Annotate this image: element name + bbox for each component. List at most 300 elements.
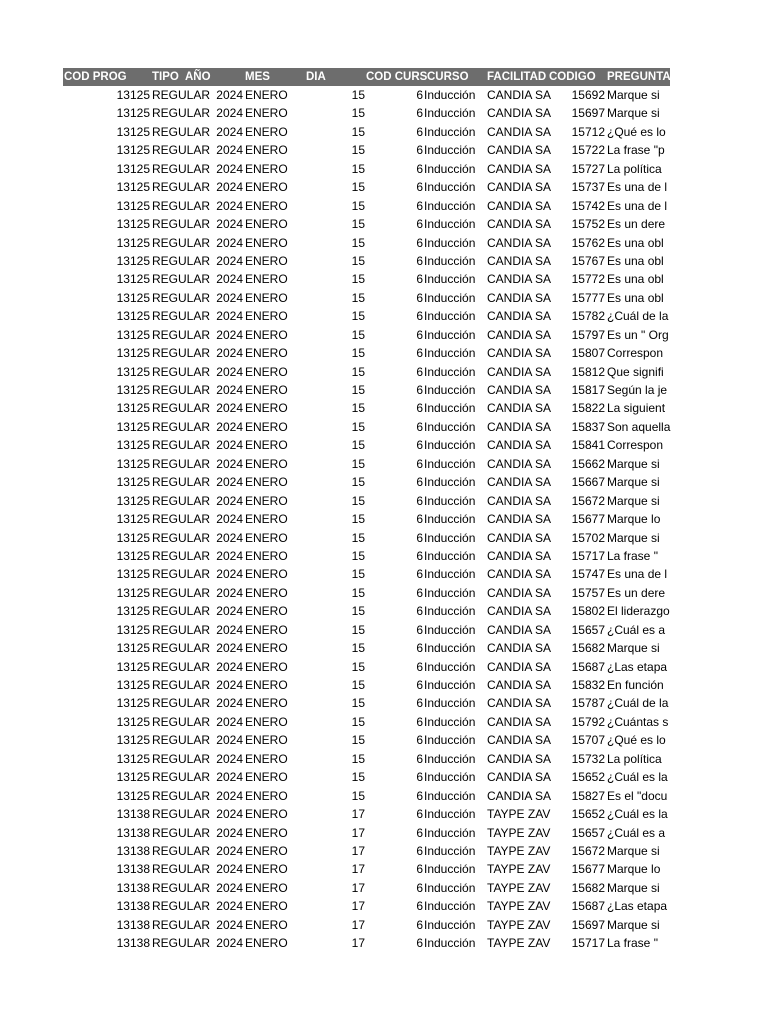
cell-cod-curs[interactable]: 6 — [416, 217, 423, 232]
cell-mes[interactable]: ENERO — [245, 143, 288, 158]
cell-mes[interactable]: ENERO — [245, 272, 288, 287]
cell-curso[interactable]: Inducción — [424, 383, 476, 397]
cell-anio[interactable]: 2024 — [216, 161, 243, 176]
cell-facilitador[interactable]: CANDIA SA — [487, 401, 552, 416]
cell-anio[interactable]: 2024 — [216, 327, 243, 342]
cell-codigo[interactable]: 15682 — [571, 641, 605, 656]
cell-cod-prog[interactable]: 13138 — [116, 880, 150, 895]
cell-cod-prog[interactable]: 13125 — [116, 217, 150, 232]
cell-cod-prog[interactable]: 13125 — [116, 622, 150, 637]
cell-pregunta[interactable]: Marque lo — [607, 512, 661, 527]
cell-codigo[interactable]: 15757 — [571, 585, 605, 600]
cell-curso[interactable]: Inducción — [424, 604, 476, 619]
cell-tipo[interactable]: REGULAR — [152, 180, 211, 195]
cell-anio[interactable]: 2024 — [216, 807, 243, 822]
cell-facilitador[interactable]: CANDIA SA — [487, 659, 552, 674]
cell-codigo[interactable]: 15837 — [571, 419, 605, 434]
cell-mes[interactable]: ENERO — [245, 714, 288, 729]
header-anio[interactable]: AÑO — [185, 71, 211, 83]
cell-anio[interactable]: 2024 — [216, 917, 243, 932]
cell-curso[interactable]: Inducción — [424, 659, 476, 674]
cell-pregunta[interactable]: En función — [607, 678, 664, 692]
cell-curso[interactable]: Inducción — [424, 880, 476, 895]
cell-pregunta[interactable]: ¿Las etapa — [607, 659, 668, 674]
cell-curso[interactable]: Inducción — [424, 530, 476, 545]
cell-anio[interactable]: 2024 — [216, 346, 243, 361]
cell-facilitador[interactable]: CANDIA SA — [487, 770, 552, 785]
cell-mes[interactable]: ENERO — [245, 659, 288, 674]
cell-cod-prog[interactable]: 13125 — [116, 456, 150, 471]
cell-tipo[interactable]: REGULAR — [152, 512, 211, 527]
cell-facilitador[interactable]: TAYPE ZAV — [487, 936, 551, 951]
cell-mes[interactable]: ENERO — [245, 843, 288, 858]
cell-cod-prog[interactable]: 13138 — [116, 936, 150, 951]
cell-tipo[interactable]: REGULAR — [152, 880, 211, 895]
cell-dia[interactable]: 17 — [351, 880, 365, 895]
cell-anio[interactable]: 2024 — [216, 143, 243, 158]
cell-codigo[interactable]: 15692 — [571, 88, 605, 102]
cell-codigo[interactable]: 15742 — [571, 198, 605, 213]
cell-cod-prog[interactable]: 13138 — [116, 917, 150, 932]
cell-anio[interactable]: 2024 — [216, 401, 243, 416]
cell-curso[interactable]: Inducción — [424, 770, 476, 785]
cell-tipo[interactable]: REGULAR — [152, 290, 211, 305]
cell-anio[interactable]: 2024 — [216, 788, 243, 803]
header-facilitador[interactable]: FACILITAD — [487, 71, 547, 83]
cell-codigo[interactable]: 15797 — [571, 327, 605, 342]
cell-curso[interactable]: Inducción — [424, 235, 476, 250]
cell-cod-prog[interactable]: 13125 — [116, 512, 150, 527]
cell-facilitador[interactable]: CANDIA SA — [487, 696, 552, 711]
cell-anio[interactable]: 2024 — [216, 659, 243, 674]
cell-tipo[interactable]: REGULAR — [152, 272, 211, 287]
cell-cod-curs[interactable]: 6 — [416, 585, 423, 600]
cell-curso[interactable]: Inducción — [424, 346, 476, 361]
cell-cod-curs[interactable]: 6 — [416, 493, 423, 508]
cell-tipo[interactable]: REGULAR — [152, 862, 211, 877]
cell-anio[interactable]: 2024 — [216, 290, 243, 305]
cell-pregunta[interactable]: Es una de l — [607, 198, 668, 213]
cell-cod-prog[interactable]: 13125 — [116, 604, 150, 619]
cell-cod-curs[interactable]: 6 — [416, 548, 423, 563]
cell-facilitador[interactable]: CANDIA SA — [487, 567, 552, 582]
cell-curso[interactable]: Inducción — [424, 936, 476, 951]
cell-pregunta[interactable]: ¿Cuál de la — [607, 696, 669, 711]
cell-dia[interactable]: 15 — [351, 696, 365, 711]
cell-cod-prog[interactable]: 13125 — [116, 290, 150, 305]
cell-cod-curs[interactable]: 6 — [416, 180, 423, 195]
cell-tipo[interactable]: REGULAR — [152, 843, 211, 858]
cell-codigo[interactable]: 15767 — [571, 253, 605, 268]
cell-cod-curs[interactable]: 6 — [416, 346, 423, 361]
cell-dia[interactable]: 15 — [351, 493, 365, 508]
cell-cod-curs[interactable]: 6 — [416, 604, 423, 619]
cell-codigo[interactable]: 15687 — [571, 659, 605, 674]
cell-facilitador[interactable]: TAYPE ZAV — [487, 807, 551, 822]
cell-cod-curs[interactable]: 6 — [416, 88, 423, 102]
cell-anio[interactable]: 2024 — [216, 493, 243, 508]
cell-pregunta[interactable]: Es una de l — [607, 180, 668, 195]
cell-anio[interactable]: 2024 — [216, 567, 243, 582]
cell-cod-prog[interactable]: 13125 — [116, 272, 150, 287]
cell-tipo[interactable]: REGULAR — [152, 309, 211, 324]
cell-curso[interactable]: Inducción — [424, 567, 476, 582]
cell-curso[interactable]: Inducción — [424, 825, 476, 840]
cell-mes[interactable]: ENERO — [245, 364, 288, 379]
cell-tipo[interactable]: REGULAR — [152, 106, 211, 121]
cell-mes[interactable]: ENERO — [245, 419, 288, 434]
cell-cod-prog[interactable]: 13138 — [116, 807, 150, 822]
cell-mes[interactable]: ENERO — [245, 253, 288, 268]
cell-tipo[interactable]: REGULAR — [152, 217, 211, 232]
cell-tipo[interactable]: REGULAR — [152, 733, 211, 748]
cell-tipo[interactable]: REGULAR — [152, 585, 211, 600]
cell-curso[interactable]: Inducción — [424, 807, 476, 822]
cell-mes[interactable]: ENERO — [245, 124, 288, 139]
cell-curso[interactable]: Inducción — [424, 678, 476, 692]
cell-cod-curs[interactable]: 6 — [416, 659, 423, 674]
cell-cod-prog[interactable]: 13125 — [116, 493, 150, 508]
cell-codigo[interactable]: 15777 — [571, 290, 605, 305]
cell-dia[interactable]: 15 — [351, 143, 365, 158]
cell-anio[interactable]: 2024 — [216, 641, 243, 656]
cell-pregunta[interactable]: Marque si — [607, 493, 660, 508]
cell-mes[interactable]: ENERO — [245, 567, 288, 582]
cell-pregunta[interactable]: Es un " Org — [607, 327, 669, 342]
cell-anio[interactable]: 2024 — [216, 456, 243, 471]
cell-curso[interactable]: Inducción — [424, 622, 476, 637]
cell-facilitador[interactable]: CANDIA SA — [487, 585, 552, 600]
cell-curso[interactable]: Inducción — [424, 106, 476, 121]
cell-cod-prog[interactable]: 13125 — [116, 309, 150, 324]
cell-pregunta[interactable]: La frase "p — [607, 143, 665, 158]
cell-pregunta[interactable]: Marque si — [607, 843, 660, 858]
cell-pregunta[interactable]: ¿Qué es lo — [607, 124, 666, 139]
cell-cod-prog[interactable]: 13125 — [116, 751, 150, 766]
cell-facilitador[interactable]: CANDIA SA — [487, 327, 552, 342]
cell-curso[interactable]: Inducción — [424, 161, 476, 176]
cell-tipo[interactable]: REGULAR — [152, 401, 211, 416]
cell-dia[interactable]: 15 — [351, 327, 365, 342]
cell-codigo[interactable]: 15657 — [571, 825, 605, 840]
cell-mes[interactable]: ENERO — [245, 880, 288, 895]
cell-pregunta[interactable]: Marque si — [607, 917, 660, 932]
cell-dia[interactable]: 15 — [351, 88, 365, 102]
cell-dia[interactable]: 15 — [351, 161, 365, 176]
cell-tipo[interactable]: REGULAR — [152, 936, 211, 951]
cell-mes[interactable]: ENERO — [245, 512, 288, 527]
cell-anio[interactable]: 2024 — [216, 364, 243, 379]
cell-dia[interactable]: 15 — [351, 217, 365, 232]
cell-anio[interactable]: 2024 — [216, 622, 243, 637]
cell-pregunta[interactable]: Es una obl — [607, 272, 664, 287]
cell-cod-prog[interactable]: 13125 — [116, 346, 150, 361]
cell-codigo[interactable]: 15727 — [571, 161, 605, 176]
cell-dia[interactable]: 15 — [351, 364, 365, 379]
cell-dia[interactable]: 15 — [351, 475, 365, 490]
cell-tipo[interactable]: REGULAR — [152, 456, 211, 471]
cell-cod-curs[interactable]: 6 — [416, 678, 423, 692]
cell-mes[interactable]: ENERO — [245, 696, 288, 711]
cell-curso[interactable]: Inducción — [424, 548, 476, 563]
cell-cod-prog[interactable]: 13125 — [116, 567, 150, 582]
cell-pregunta[interactable]: ¿Cuál es a — [607, 622, 666, 637]
cell-codigo[interactable]: 15722 — [571, 143, 605, 158]
cell-tipo[interactable]: REGULAR — [152, 917, 211, 932]
cell-mes[interactable]: ENERO — [245, 198, 288, 213]
cell-pregunta[interactable]: Es un dere — [607, 217, 666, 232]
cell-anio[interactable]: 2024 — [216, 899, 243, 914]
cell-cod-curs[interactable]: 6 — [416, 235, 423, 250]
cell-tipo[interactable]: REGULAR — [152, 364, 211, 379]
cell-cod-curs[interactable]: 6 — [416, 825, 423, 840]
cell-cod-curs[interactable]: 6 — [416, 622, 423, 637]
cell-facilitador[interactable]: TAYPE ZAV — [487, 843, 551, 858]
cell-cod-curs[interactable]: 6 — [416, 512, 423, 527]
cell-facilitador[interactable]: CANDIA SA — [487, 456, 552, 471]
cell-anio[interactable]: 2024 — [216, 106, 243, 121]
cell-tipo[interactable]: REGULAR — [152, 438, 211, 453]
cell-anio[interactable]: 2024 — [216, 272, 243, 287]
cell-cod-curs[interactable]: 6 — [416, 419, 423, 434]
header-codigo[interactable]: CODIGO — [549, 71, 596, 83]
cell-curso[interactable]: Inducción — [424, 401, 476, 416]
cell-dia[interactable]: 17 — [351, 807, 365, 822]
cell-pregunta[interactable]: Es una obl — [607, 235, 664, 250]
cell-cod-curs[interactable]: 6 — [416, 383, 423, 397]
cell-curso[interactable]: Inducción — [424, 788, 476, 803]
cell-cod-curs[interactable]: 6 — [416, 807, 423, 822]
cell-pregunta[interactable]: ¿Cuál de la — [607, 309, 669, 324]
cell-dia[interactable]: 15 — [351, 678, 365, 692]
cell-anio[interactable]: 2024 — [216, 733, 243, 748]
cell-tipo[interactable]: REGULAR — [152, 641, 211, 656]
cell-codigo[interactable]: 15817 — [571, 383, 605, 397]
cell-facilitador[interactable]: CANDIA SA — [487, 733, 552, 748]
cell-cod-curs[interactable]: 6 — [416, 899, 423, 914]
cell-curso[interactable]: Inducción — [424, 475, 476, 490]
cell-pregunta[interactable]: Son aquella — [607, 419, 671, 434]
cell-anio[interactable]: 2024 — [216, 124, 243, 139]
cell-mes[interactable]: ENERO — [245, 106, 288, 121]
cell-cod-curs[interactable]: 6 — [416, 862, 423, 877]
cell-tipo[interactable]: REGULAR — [152, 419, 211, 434]
cell-curso[interactable]: Inducción — [424, 899, 476, 914]
cell-facilitador[interactable]: CANDIA SA — [487, 309, 552, 324]
cell-cod-prog[interactable]: 13125 — [116, 198, 150, 213]
cell-tipo[interactable]: REGULAR — [152, 161, 211, 176]
cell-mes[interactable]: ENERO — [245, 493, 288, 508]
cell-cod-prog[interactable]: 13125 — [116, 383, 150, 397]
cell-dia[interactable]: 15 — [351, 346, 365, 361]
cell-cod-prog[interactable]: 13125 — [116, 659, 150, 674]
cell-facilitador[interactable]: CANDIA SA — [487, 530, 552, 545]
cell-cod-prog[interactable]: 13125 — [116, 475, 150, 490]
cell-pregunta[interactable]: Es una de l — [607, 567, 668, 582]
cell-cod-curs[interactable]: 6 — [416, 438, 423, 453]
cell-codigo[interactable]: 15717 — [571, 936, 605, 951]
cell-cod-curs[interactable]: 6 — [416, 696, 423, 711]
cell-anio[interactable]: 2024 — [216, 696, 243, 711]
cell-pregunta[interactable]: Correspon — [607, 346, 664, 361]
cell-cod-prog[interactable]: 13125 — [116, 419, 150, 434]
cell-mes[interactable]: ENERO — [245, 917, 288, 932]
cell-curso[interactable]: Inducción — [424, 143, 476, 158]
cell-codigo[interactable]: 15717 — [571, 548, 605, 563]
cell-anio[interactable]: 2024 — [216, 548, 243, 563]
cell-cod-prog[interactable]: 13125 — [116, 438, 150, 453]
cell-facilitador[interactable]: TAYPE ZAV — [487, 899, 551, 914]
cell-pregunta[interactable]: ¿Cuántas s — [607, 714, 669, 729]
cell-codigo[interactable]: 15832 — [571, 678, 605, 692]
cell-curso[interactable]: Inducción — [424, 253, 476, 268]
cell-anio[interactable]: 2024 — [216, 936, 243, 951]
cell-cod-prog[interactable]: 13125 — [116, 364, 150, 379]
cell-tipo[interactable]: REGULAR — [152, 548, 211, 563]
cell-dia[interactable]: 15 — [351, 253, 365, 268]
cell-tipo[interactable]: REGULAR — [152, 567, 211, 582]
cell-cod-curs[interactable]: 6 — [416, 733, 423, 748]
cell-tipo[interactable]: REGULAR — [152, 124, 211, 139]
cell-pregunta[interactable]: ¿Cuál es la — [607, 770, 668, 785]
cell-cod-prog[interactable]: 13125 — [116, 678, 150, 692]
cell-mes[interactable]: ENERO — [245, 678, 288, 692]
cell-tipo[interactable]: REGULAR — [152, 198, 211, 213]
cell-curso[interactable]: Inducción — [424, 124, 476, 139]
cell-pregunta[interactable]: Marque si — [607, 88, 660, 102]
cell-curso[interactable]: Inducción — [424, 862, 476, 877]
cell-codigo[interactable]: 15822 — [571, 401, 605, 416]
cell-facilitador[interactable]: CANDIA SA — [487, 714, 552, 729]
cell-mes[interactable]: ENERO — [245, 770, 288, 785]
cell-mes[interactable]: ENERO — [245, 788, 288, 803]
cell-dia[interactable]: 15 — [351, 604, 365, 619]
cell-cod-curs[interactable]: 6 — [416, 106, 423, 121]
cell-mes[interactable]: ENERO — [245, 751, 288, 766]
cell-cod-curs[interactable]: 6 — [416, 917, 423, 932]
cell-mes[interactable]: ENERO — [245, 180, 288, 195]
cell-anio[interactable]: 2024 — [216, 714, 243, 729]
cell-cod-prog[interactable]: 13125 — [116, 253, 150, 268]
cell-facilitador[interactable]: CANDIA SA — [487, 217, 552, 232]
cell-mes[interactable]: ENERO — [245, 548, 288, 563]
cell-cod-prog[interactable]: 13125 — [116, 530, 150, 545]
cell-cod-prog[interactable]: 13125 — [116, 143, 150, 158]
cell-dia[interactable]: 17 — [351, 936, 365, 951]
cell-facilitador[interactable]: CANDIA SA — [487, 235, 552, 250]
cell-dia[interactable]: 17 — [351, 843, 365, 858]
cell-mes[interactable]: ENERO — [245, 346, 288, 361]
cell-cod-curs[interactable]: 6 — [416, 936, 423, 951]
cell-pregunta[interactable]: Marque si — [607, 475, 660, 490]
cell-cod-prog[interactable]: 13125 — [116, 548, 150, 563]
cell-cod-prog[interactable]: 13125 — [116, 714, 150, 729]
header-cod-prog[interactable]: COD PROG — [64, 71, 127, 83]
cell-dia[interactable]: 15 — [351, 309, 365, 324]
cell-facilitador[interactable]: CANDIA SA — [487, 290, 552, 305]
cell-tipo[interactable]: REGULAR — [152, 659, 211, 674]
cell-facilitador[interactable]: CANDIA SA — [487, 622, 552, 637]
cell-curso[interactable]: Inducción — [424, 917, 476, 932]
cell-cod-curs[interactable]: 6 — [416, 714, 423, 729]
cell-facilitador[interactable]: CANDIA SA — [487, 475, 552, 490]
cell-anio[interactable]: 2024 — [216, 843, 243, 858]
cell-pregunta[interactable]: Es un dere — [607, 585, 666, 600]
cell-tipo[interactable]: REGULAR — [152, 88, 211, 102]
cell-facilitador[interactable]: CANDIA SA — [487, 364, 552, 379]
cell-pregunta[interactable]: La política — [607, 751, 662, 766]
cell-anio[interactable]: 2024 — [216, 880, 243, 895]
cell-dia[interactable]: 15 — [351, 272, 365, 287]
cell-facilitador[interactable]: CANDIA SA — [487, 253, 552, 268]
cell-mes[interactable]: ENERO — [245, 383, 288, 397]
cell-curso[interactable]: Inducción — [424, 419, 476, 434]
cell-facilitador[interactable]: CANDIA SA — [487, 88, 552, 102]
cell-curso[interactable]: Inducción — [424, 714, 476, 729]
cell-pregunta[interactable]: Correspon — [607, 438, 664, 453]
cell-cod-prog[interactable]: 13125 — [116, 696, 150, 711]
cell-pregunta[interactable]: La siguient — [607, 401, 666, 416]
cell-dia[interactable]: 15 — [351, 770, 365, 785]
cell-tipo[interactable]: REGULAR — [152, 475, 211, 490]
cell-pregunta[interactable]: Marque si — [607, 641, 660, 656]
cell-mes[interactable]: ENERO — [245, 290, 288, 305]
cell-facilitador[interactable]: CANDIA SA — [487, 180, 552, 195]
cell-facilitador[interactable]: CANDIA SA — [487, 143, 552, 158]
cell-anio[interactable]: 2024 — [216, 604, 243, 619]
cell-codigo[interactable]: 15732 — [571, 751, 605, 766]
cell-cod-curs[interactable]: 6 — [416, 272, 423, 287]
cell-pregunta[interactable]: Marque si — [607, 530, 660, 545]
cell-cod-prog[interactable]: 13125 — [116, 327, 150, 342]
cell-codigo[interactable]: 15672 — [571, 843, 605, 858]
cell-cod-prog[interactable]: 13125 — [116, 401, 150, 416]
cell-codigo[interactable]: 15652 — [571, 770, 605, 785]
cell-dia[interactable]: 15 — [351, 567, 365, 582]
cell-facilitador[interactable]: TAYPE ZAV — [487, 825, 551, 840]
cell-dia[interactable]: 17 — [351, 862, 365, 877]
cell-dia[interactable]: 15 — [351, 641, 365, 656]
cell-cod-curs[interactable]: 6 — [416, 364, 423, 379]
cell-dia[interactable]: 17 — [351, 899, 365, 914]
cell-dia[interactable]: 15 — [351, 419, 365, 434]
cell-codigo[interactable]: 15662 — [571, 456, 605, 471]
cell-mes[interactable]: ENERO — [245, 401, 288, 416]
cell-curso[interactable]: Inducción — [424, 641, 476, 656]
header-pregunta[interactable]: PREGUNTA — [607, 71, 671, 83]
cell-cod-prog[interactable]: 13138 — [116, 862, 150, 877]
cell-tipo[interactable]: REGULAR — [152, 678, 211, 692]
cell-mes[interactable]: ENERO — [245, 825, 288, 840]
cell-cod-prog[interactable]: 13125 — [116, 770, 150, 785]
cell-tipo[interactable]: REGULAR — [152, 493, 211, 508]
cell-tipo[interactable]: REGULAR — [152, 696, 211, 711]
cell-tipo[interactable]: REGULAR — [152, 770, 211, 785]
cell-codigo[interactable]: 15812 — [571, 364, 605, 379]
cell-anio[interactable]: 2024 — [216, 217, 243, 232]
cell-pregunta[interactable]: Marque si — [607, 106, 660, 121]
cell-anio[interactable]: 2024 — [216, 180, 243, 195]
cell-dia[interactable]: 17 — [351, 825, 365, 840]
cell-tipo[interactable]: REGULAR — [152, 604, 211, 619]
cell-facilitador[interactable]: CANDIA SA — [487, 106, 552, 121]
cell-tipo[interactable]: REGULAR — [152, 788, 211, 803]
cell-mes[interactable]: ENERO — [245, 88, 288, 102]
cell-anio[interactable]: 2024 — [216, 770, 243, 785]
cell-codigo[interactable]: 15792 — [571, 714, 605, 729]
cell-mes[interactable]: ENERO — [245, 235, 288, 250]
cell-pregunta[interactable]: Es una obl — [607, 253, 664, 268]
